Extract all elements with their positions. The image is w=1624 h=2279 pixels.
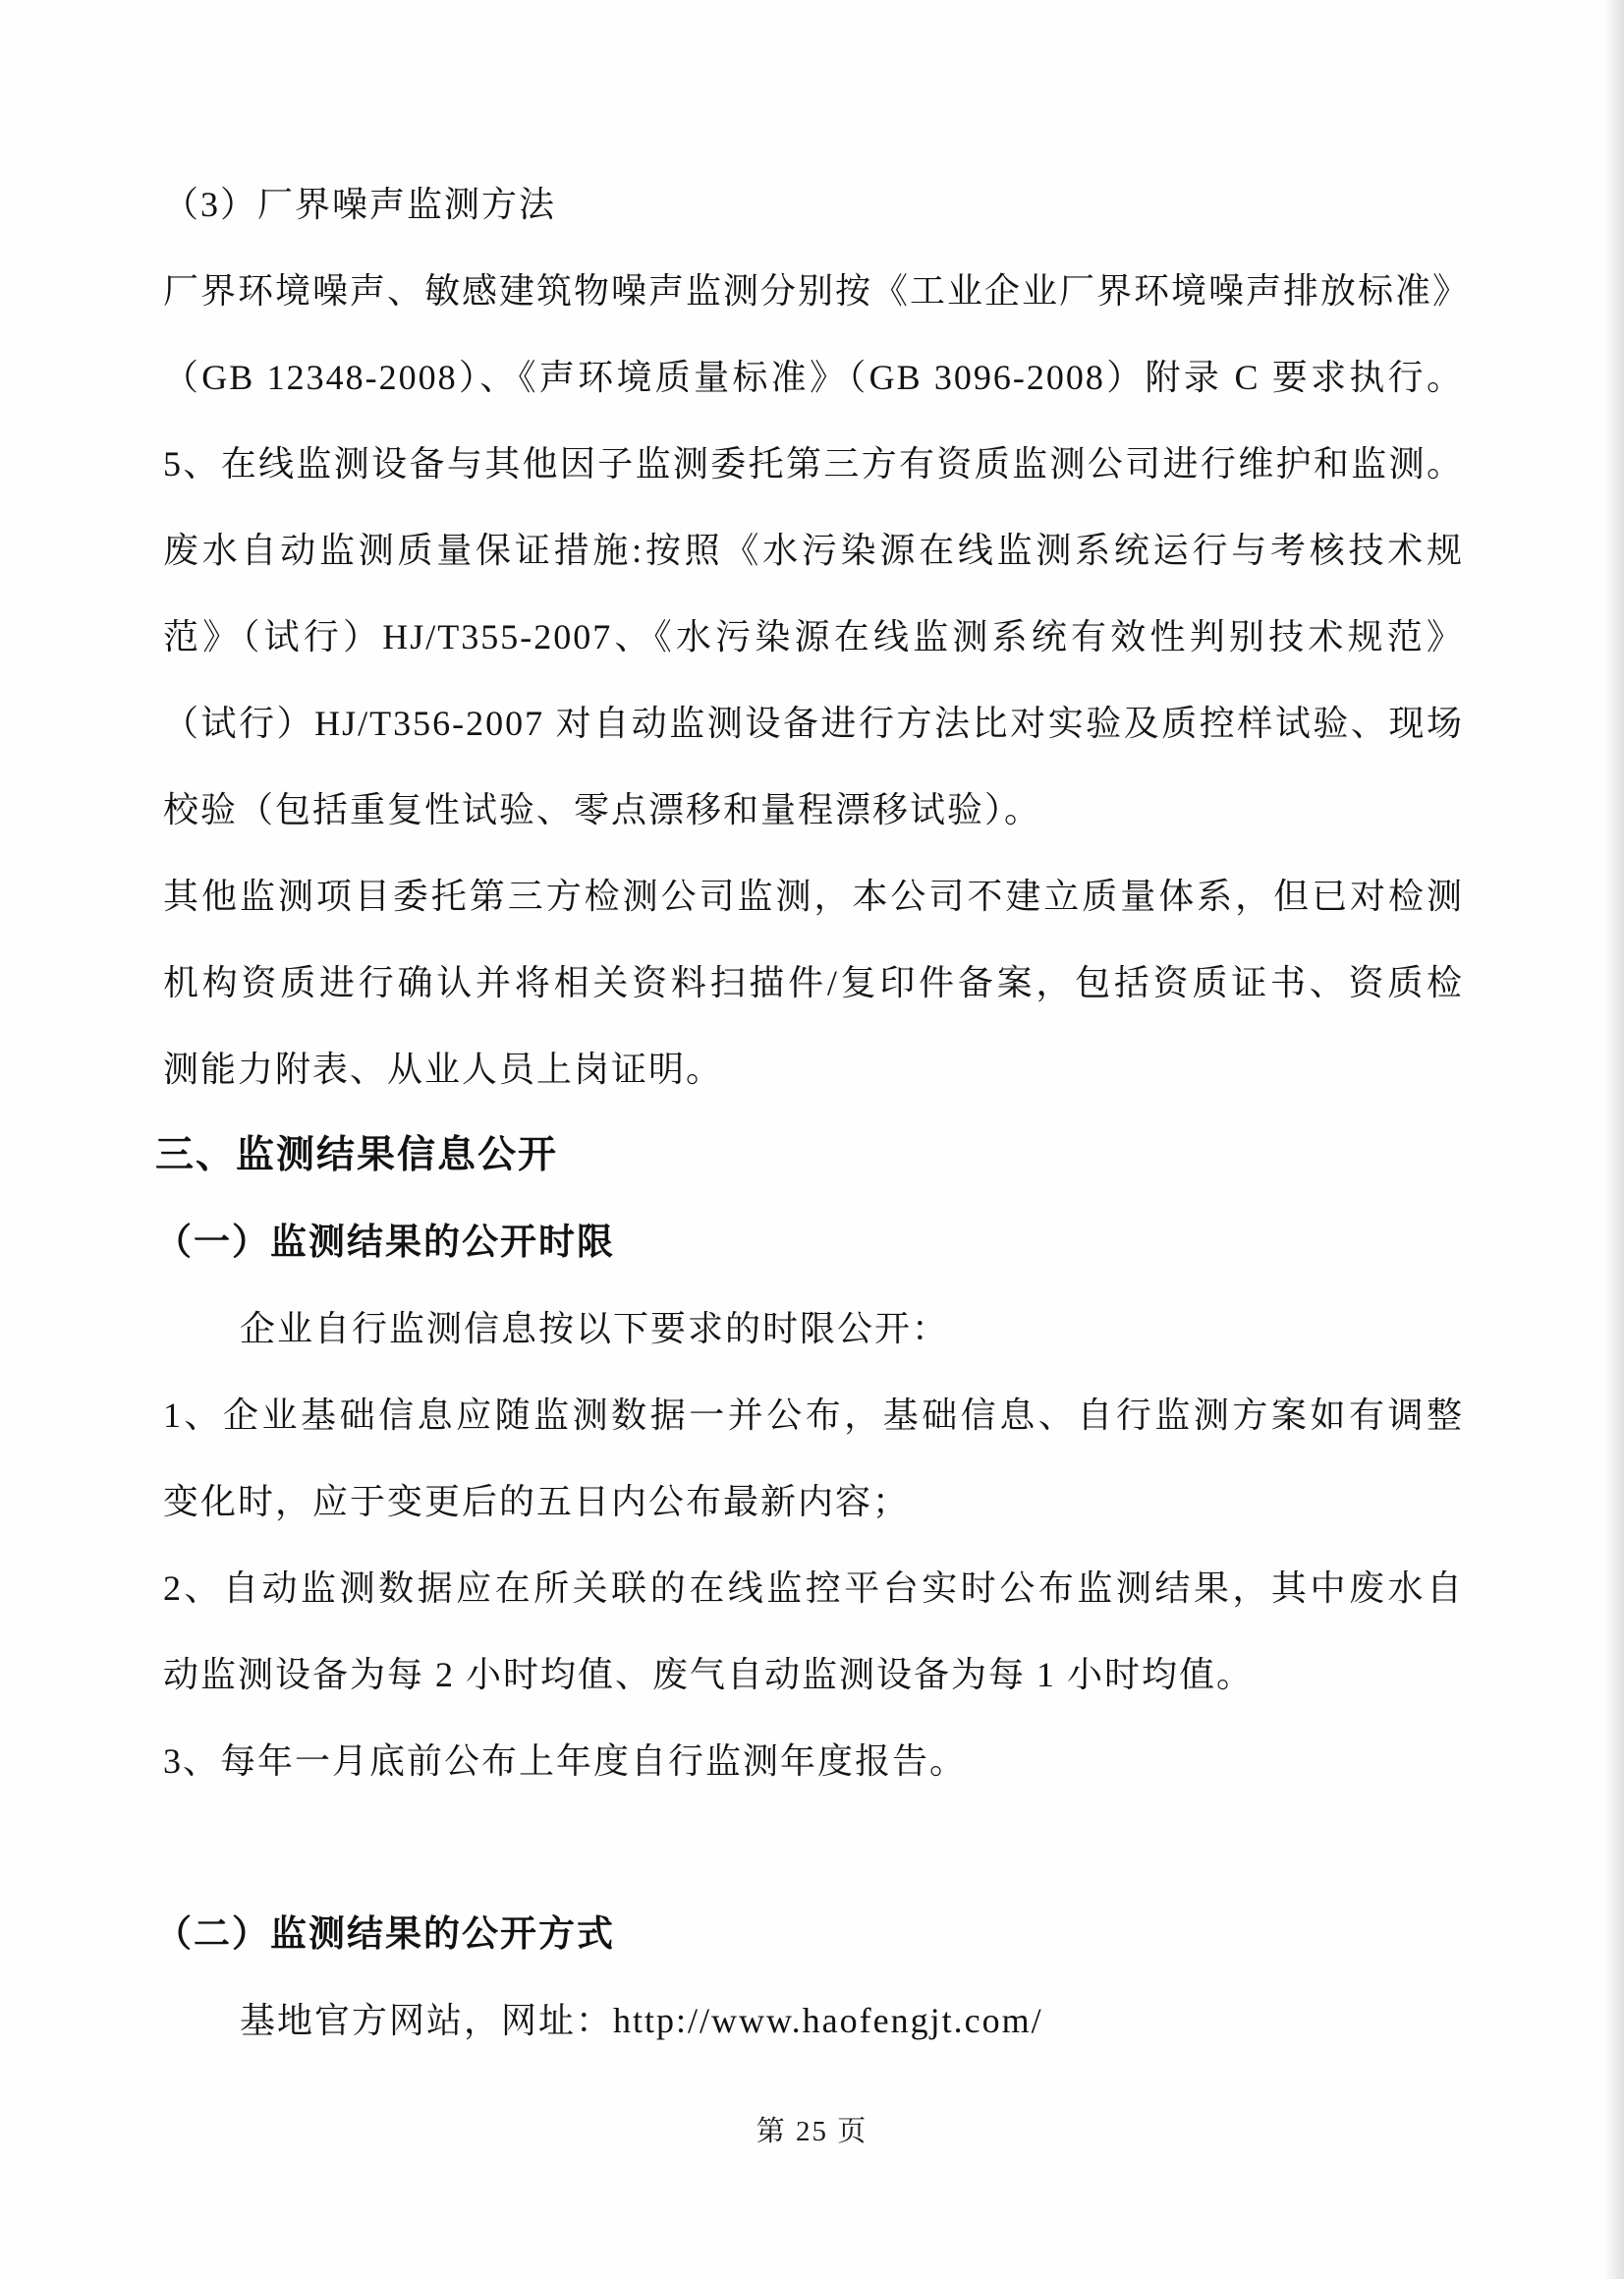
section-heading: （二）监测结果的公开方式 xyxy=(155,1913,615,1954)
text-line: 校验（包括重复性试验、零点漂移和量程漂移试验）。 xyxy=(163,790,1042,829)
text-line: 企业自行监测信息按以下要求的时限公开： xyxy=(240,1309,950,1348)
document-body xyxy=(155,161,1471,2064)
text-line: 2、自动监测数据应在所关联的在线监控平台实时公布监测结果，其中废水自 xyxy=(163,1568,1464,1608)
text-line: 3、每年一月底前公布上年度自行监测年度报告。 xyxy=(163,1741,968,1781)
text-line: （试行）HJ/T356-2007 对自动监测设备进行方法比对实验及质控样试验、现场 xyxy=(163,704,1464,743)
text-line: 动监测设备为每 2 小时均值、废气自动监测设备为每 1 小时均值。 xyxy=(163,1655,1255,1694)
text-line: （GB 12348-2008）、《声环境质量标准》（GB 3096-2008）附录 C 要求执行。 xyxy=(163,358,1464,397)
page-number: 第 25 页 xyxy=(756,2116,868,2147)
text-line: 机构资质进行确认并将相关资料扫描件/复印件备案，包括资质证书、资质检 xyxy=(163,963,1464,1002)
text-line: 其他监测项目委托第三方检测公司监测，本公司不建立质量体系，但已对检测 xyxy=(163,877,1464,916)
text-line: 测能力附表、从业人员上岗证明。 xyxy=(163,1050,724,1089)
text-line: 变化时，应于变更后的五日内公布最新内容； xyxy=(163,1482,911,1521)
text-line: 5、在线监测设备与其他因子监测委托第三方有资质监测公司进行维护和监测。 xyxy=(163,444,1464,484)
text-line: 废水自动监测质量保证措施:按照《水污染源在线监测系统运行与考核技术规 xyxy=(163,531,1464,570)
scan-edge-shading xyxy=(1604,0,1624,2279)
text-line: 范》（试行）HJ/T355-2007、《水污染源在线监测系统有效性判别技术规范》 xyxy=(163,617,1464,656)
text-line: 厂界环境噪声、敏感建筑物噪声监测分别按《工业企业厂界环境噪声排放标准》 xyxy=(163,271,1471,311)
text-line: 1、企业基础信息应随监测数据一并公布，基础信息、自行监测方案如有调整 xyxy=(163,1396,1464,1435)
page-footer xyxy=(0,2109,1624,2149)
section-heading: 三、监测结果信息公开 xyxy=(155,1134,559,1176)
text-line: （3）厂界噪声监测方法 xyxy=(163,185,557,224)
text-line: 基地官方网站，网址：http://www.haofengjt.com/ xyxy=(240,2001,1043,2040)
blank-line xyxy=(155,1804,1464,1891)
section-heading: （一）监测结果的公开时限 xyxy=(155,1222,615,1262)
